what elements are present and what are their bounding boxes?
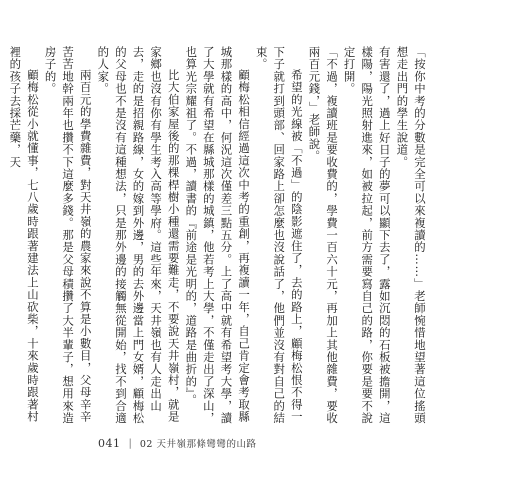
running-header-chapter: 02 天井嶺那條彎彎的山路: [139, 439, 257, 450]
page-number: 041: [98, 436, 121, 450]
paragraph-7: 兩百元的學費雜費，對天井嶺的農家來說不算是小數目，父母辛辛苦苦地幹兩年也攢不下這麼多錢。那是父母積攢了大半輩子，想用來造房子的。: [43, 46, 93, 425]
page-footer: [98, 436, 256, 450]
paragraph-5: 顧梅松相信經過這次中考的重創，再複讀一年，自己肯定會考取縣城那樣的高中，何況這次僅差三點五分。上了高中就有希望考大學，讀了大學就有希望在縣城那樣的城鎮，他若考上大學，不僅走出了深山，也算光宗耀祖了。不過，讀書的『前途是光明的，道路是曲折的』。: [184, 46, 252, 425]
paragraph-4: 希望的光線被「不過」的陰影遮住了，去的路上，顧梅松恨不得一下子就打到頭部、回家路上卻怎麼也沒說話了，他們並沒有對自己的結束。: [254, 46, 304, 425]
body-text: [8, 46, 428, 426]
paragraph-6: 比大伯家屋後的那棵桿樹小種還需要難走，不要說天井嶺村，就是家鄉也沒有你有學生考入高等學府。這些年來，天井嶺也有人走出山去，走的是招親路線，女的嫁到外邊，男的去外邊當上門女婿，顧梅松的父母也不是沒有這種想法，只是那外邊的接觸無從開始，找不到合適的人家。: [96, 46, 181, 425]
paragraph-1: 「按你中考的分數是完全可以來複讀的……」老師惋惜地望著這位搖頭想走出門的學生說道。: [395, 46, 427, 425]
paragraph-8: 顧梅松從小就懂事，七八歲時跟著建法上山砍柴，十來歲時跟著村裡的孩子去採芒藥，天: [8, 46, 40, 423]
footer-separator: |: [128, 437, 132, 449]
paragraph-3: 「不過，複讀班是要收費的，學費一百六十元，再加上其他雜費，要收兩百元錢，」老師說。: [307, 46, 340, 425]
paragraph-2: 有害還了，過上好日子的夢可以顯下去了，露如沉悶的石板被擔開，這樣陽，陽光照射進來，如被拉起，前方需要寫自己的路，你要是要不說定打開。: [342, 46, 392, 425]
